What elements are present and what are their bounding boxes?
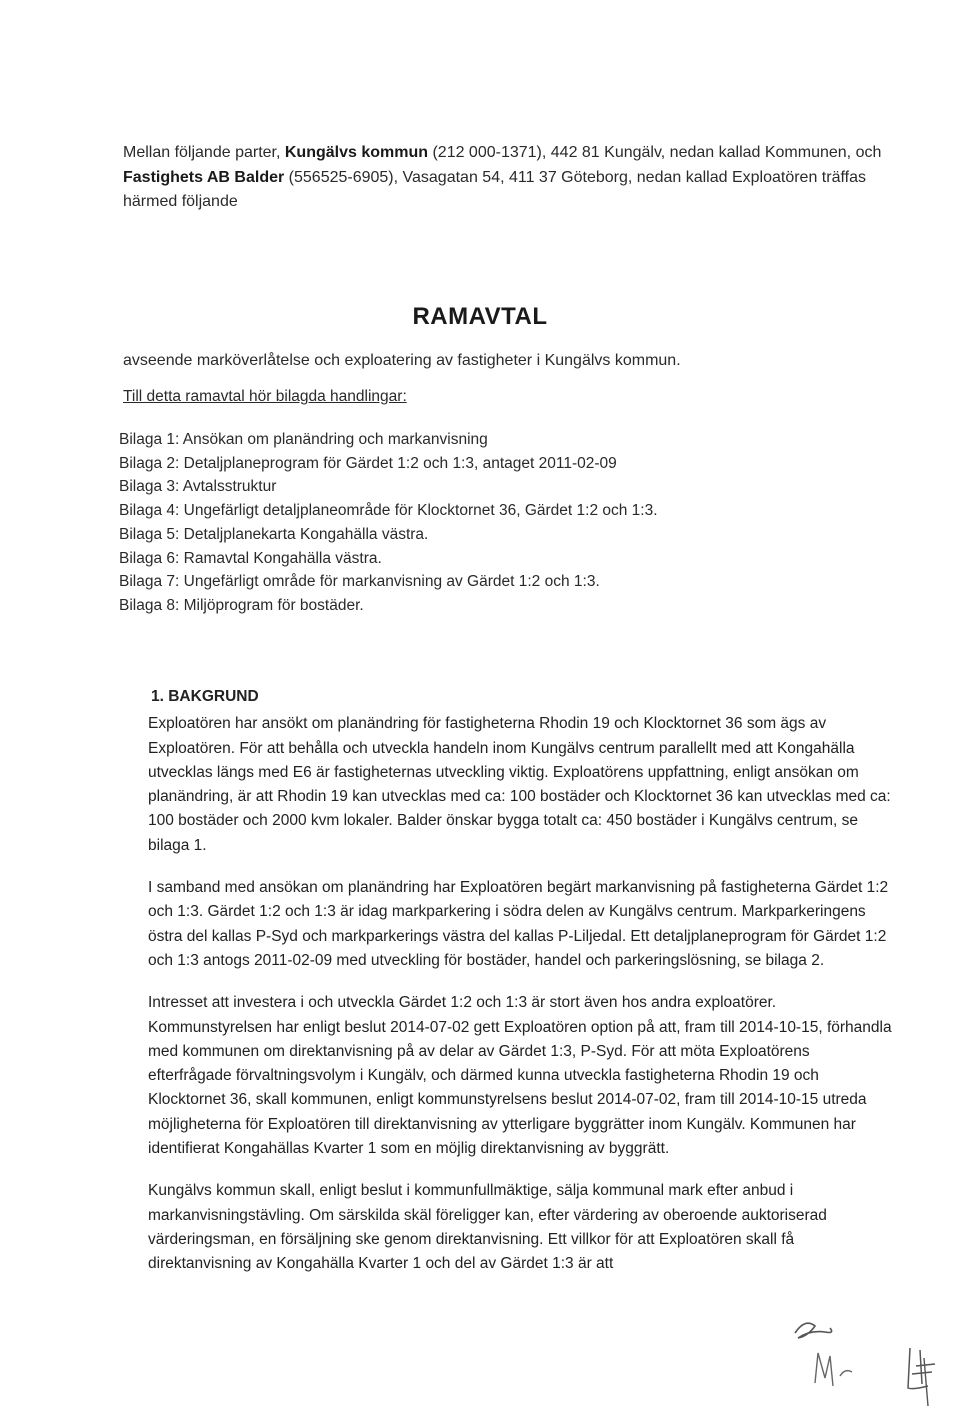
- document-subtitle: avseende marköverlåtelse och exploatering av fastigheter i Kungälvs kommun.: [123, 352, 681, 369]
- intro-text-1: Mellan följande parter,: [123, 144, 285, 161]
- party-exploator: Fastighets AB Balder: [123, 168, 285, 186]
- attachment-item: Bilaga 8: Miljöprogram för bostäder.: [119, 596, 364, 614]
- section-paragraph: Exploatören har ansökt om planändring för fastigheterna Rhodin 19 och Klocktornet 36 som ägs av Exploatören. För att behålla och utveckla handeln inom Kungälvs centrum parallellt med att Kongahälla utvecklas längs med E6 är fastigheternas utveckling viktig. Exploatörens uppfattning, enligt ansökan om planändring, är att Rhodin 19 kan utvecklas med ca: 100 bostäder och Klocktornet 36 kan utvecklas med ca: 100 bostäder och 2000 kvm lokaler. Balder önskar bygga totalt ca: 450 bostäder i Kungälvs centrum, se bilaga 1.: [148, 715, 891, 854]
- attachment-item: Bilaga 5: Detaljplanekarta Kongahälla västra.: [119, 525, 429, 543]
- attachments-list: [119, 428, 658, 618]
- section-paragraph: Intresset att investera i och utveckla Gärdet 1:2 och 1:3 är stort även hos andra exploatörer. Kommunstyrelsen har enligt beslut 2014-07-02 gett Exploatören option på att, fram till 2014-10-15, förhandla med kommunen om direktanvisning på av delar av Gärdet 1:3, P-Syd. För att möta Exploatörens efterfrågade förvaltningsvolym i Kungälv, och därmed kunna utveckla fastigheterna Rhodin 19 och Klocktornet 36, skall kommunen, enligt kommunstyrelsens beslut 2014-07-02, fram till 2014-10-15 utreda möjligheterna för Exploatören till direktanvisning av ytterligare byggrätter inom Kungälv. Kommunen har identifierat Kongahällas Kvarter 1 som en möjlig direktanvisning av byggrätt.: [148, 994, 892, 1158]
- party-kommun: Kungälvs kommun: [284, 144, 429, 161]
- attachment-item: Bilaga 7: Ungefärligt område för markanvisning av Gärdet 1:2 och 1:3.: [119, 573, 600, 591]
- section-paragraph: Kungälvs kommun skall, enligt beslut i kommunfullmäktige, sälja kommunal mark efter anbud i markanvisningstävling. Om särskilda skäl föreligger kan, efter värdering av oberoende auktoriserad värderingsman, en försäljning ske genom direktanvisning. Ett villkor för att Exploatören skall få direktanvisning av Kongahälla Kvarter 1 och del av Gärdet 1:3 är att: [148, 1182, 827, 1273]
- intro-text: [123, 141, 903, 215]
- attachment-item: Bilaga 3: Avtalsstruktur: [119, 478, 277, 496]
- attachment-item: Bilaga 6: Ramavtal Kongahälla västra.: [119, 549, 382, 567]
- intro-text-3: (556525-6905), Vasagatan 54, 411 37 Göteborg, nedan kallad Exploatören träffas härmed följande: [123, 168, 866, 210]
- attachment-item: Bilaga 2: Detaljplaneprogram för Gärdet 1:2 och 1:3, antaget 2011-02-09: [119, 454, 617, 472]
- attachment-item: Bilaga 4: Ungefärligt detaljplaneområde för Klocktornet 36, Gärdet 1:2 och 1:3.: [119, 502, 658, 520]
- intro-text-2: (212 000-1371), 442 81 Kungälv, nedan kallad Kommunen, och: [428, 144, 882, 161]
- document-title: RAMAVTAL: [412, 303, 548, 330]
- section-bakgrund: [148, 685, 893, 1295]
- section-paragraph: I samband med ansökan om planändring har Exploatören begärt markanvisning på fastigheterna Gärdet 1:2 och 1:3. Gärdet 1:2 och 1:3 är idag markparkering i södra delen av Kungälvs centrum. Markparkeringens östra del kallas P-Syd och markparkerings västra del kallas P-Liljedal. Ett detaljplaneprogram för Gärdet 1:2 och 1:3 antogs 2011-02-09 med utveckling för bostäder, handel och parkeringslösning, se bilaga 2.: [148, 879, 889, 969]
- attachments-heading: Till detta ramavtal hör bilagda handlingar:: [123, 388, 407, 405]
- section-heading: 1. BAKGRUND: [151, 688, 259, 705]
- intro-paragraph: [123, 141, 903, 215]
- attachment-item: Bilaga 1: Ansökan om planändring och markanvisning: [119, 431, 488, 448]
- handwritten-initials: [790, 1308, 950, 1413]
